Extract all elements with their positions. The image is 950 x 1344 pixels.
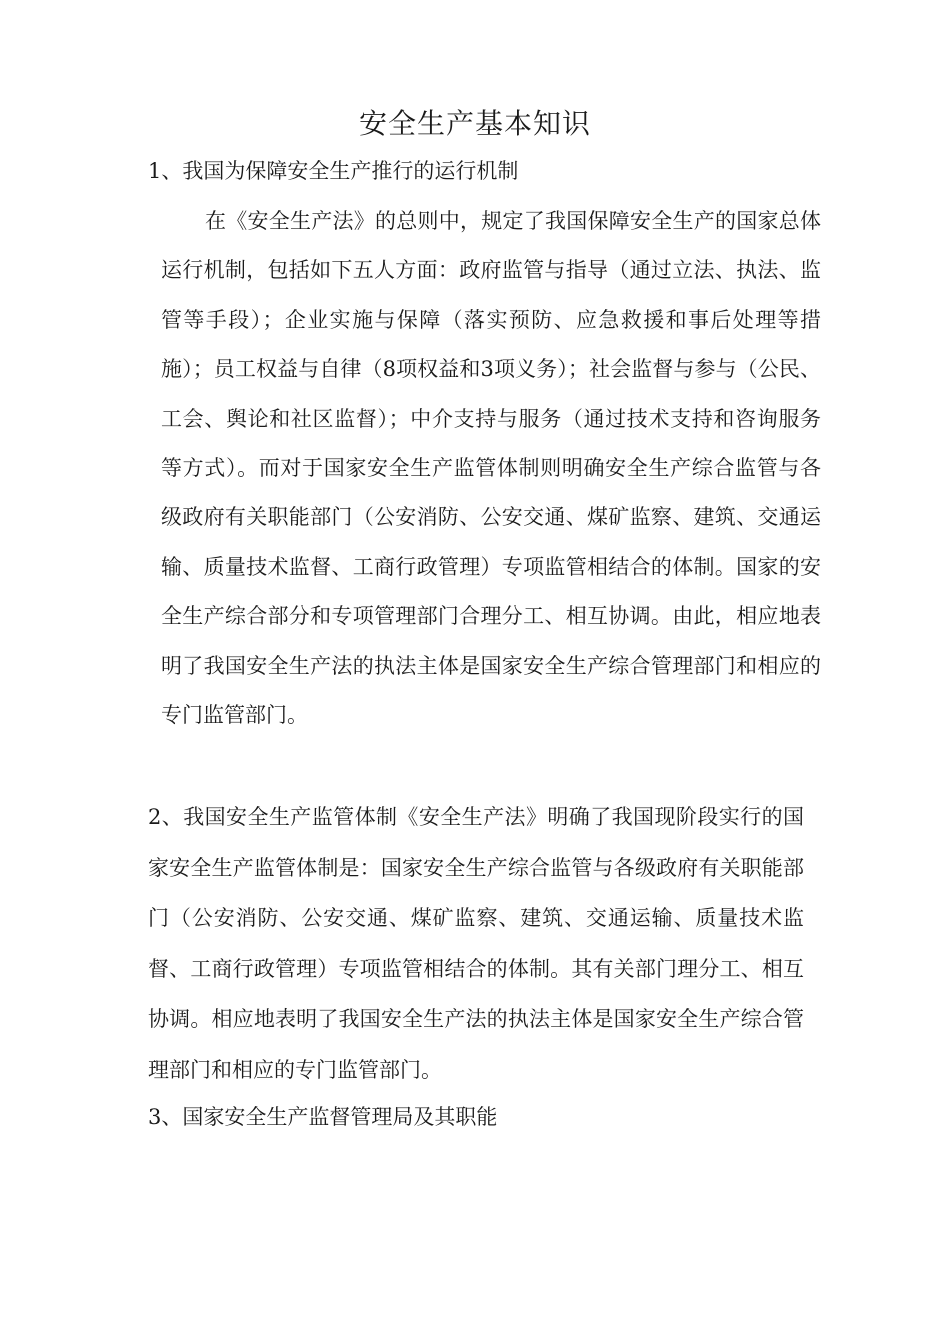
section-1-body: 在《安全生产法》的总则中，规定了我国保障安全生产的国家总体运行机制，包括如下五人方面：政府监管与指导（通过立法、执法、监管等手段）；企业实施与保障（落实预防、应急救援和事后处理等措施）；员工权益与自律（8项权益和3项义务）；社会监督与参与（公民、工会、舆论和社区监督）；中介支持与服务（通过技术支持和咨询服务等方式）。而对于国家安全生产监管体制则明确安全生产综合监管与各级政府有关职能部门（公安消防、公安交通、煤矿监察、建筑、交通运输、质量技术监督、工商行政管理）专项监管相结合的体制。国家的安全生产综合部分和专项管理部门合理分工、相互协调。由此，相应地表明了我国安全生产法的执法主体是国家安全生产综合管理部门和相应的专门监管部门。	[161, 209, 821, 728]
document-title: 安全生产基本知识	[358, 107, 591, 140]
section-2-body: 2、我国安全生产监管体制《安全生产法》明确了我国现阶段实行的国家安全生产监管体制是：国家安全生产综合监管与各级政府有关职能部门（公安消防、公安交通、煤矿监察、建筑、交通运输、质量技术监督、工商行政管理）专项监管相结合的体制。其有关部门理分工、相互协调。相应地表明了我国安全生产法的执法主体是国家安全生产综合管理部门和相应的专门监管部门。	[148, 805, 804, 1082]
section-3-heading: 3、国家安全生产监督管理局及其职能	[148, 1105, 498, 1129]
section-1-heading: 1、我国为保障安全生产推行的运行机制	[148, 159, 519, 183]
